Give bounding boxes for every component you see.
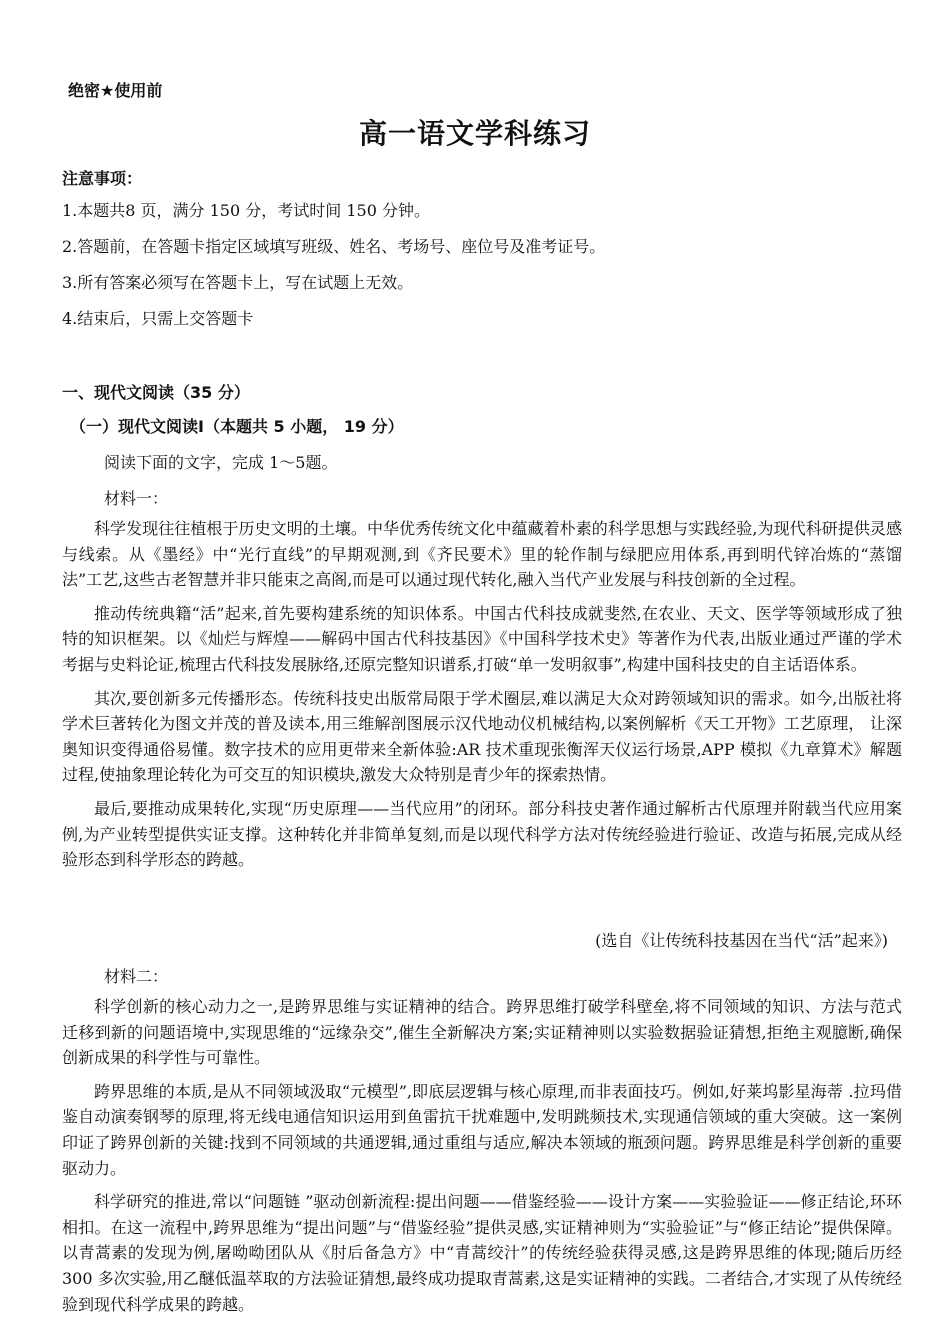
notice-list bbox=[62, 197, 902, 341]
page-title: 高一语文学科练习 bbox=[358, 117, 591, 150]
paragraph: 科学发现往往植根于历史文明的土壤。中华优秀传统文化中蕴藏着朴素的科学思想与实践经验,为现代科研提供灵感与线索。从《墨经》中“光行直线”的早期观测,到《齐民要术》里的轮作制与绿肥应用体系,再到明代锌冶炼的“蒸馏法”工艺,这些古老智慧并非只能束之高阁,而是可以通过现代转化,融入当代产业发展与科技创新的全过程。 bbox=[62, 519, 902, 590]
material-two-body bbox=[62, 994, 902, 1325]
paragraph: 最后,要推动成果转化,实现“历史原理——当代应用”的闭环。部分科技史著作通过解析古代原理并附载当代应用案例,为产业转型提供实证支撑。这种转化并非简单复刻,而是以现代科学方法对传统经验进行验证、改造与拓展,完成从经验形态到科学形态的跨越。 bbox=[62, 798, 902, 870]
material-one-label: 材料一： bbox=[104, 489, 169, 508]
paragraph: 推动传统典籍“活”起来,首先要构建系统的知识体系。中国古代科技成就斐然,在农业、天文、医学等领域形成了独特的知识框架。以《灿烂与辉煌——解码中国古代科技基因》《中国科学技术史》等著作为代表,出版业通过严谨的学术考据与史料论证,梳理古代科技发展脉络,还原完整知识谱系,打破“单一发明叙事”,构建中国科技史的自主话语体系。 bbox=[62, 603, 902, 674]
section-heading: 一、现代文阅读（35 分） bbox=[62, 383, 250, 402]
material-one-body bbox=[62, 516, 902, 881]
reading-instruction: 阅读下面的文字，完成 1～5题。 bbox=[104, 453, 338, 472]
material-one-source: (选自《让传统科技基因在当代“活”起来》) bbox=[595, 931, 888, 950]
notice-item: 3.所有答案必须写在答题卡上，写在试题上无效。 bbox=[62, 273, 414, 292]
notice-item: 1.本题共8 页，满分 150 分，考试时间 150 分钟。 bbox=[62, 201, 430, 220]
subsection-heading: （一）现代文阅读Ⅰ（本题共 5 小题， 19 分） bbox=[70, 417, 404, 436]
confidential-label: 绝密★使用前 bbox=[68, 81, 163, 100]
material-two-label: 材料二： bbox=[104, 967, 169, 986]
notice-heading: 注意事项： bbox=[62, 169, 143, 188]
notice-item: 2.答题前，在答题卡指定区域填写班级、姓名、考场号、座位号及准考证号。 bbox=[62, 237, 606, 256]
paragraph: 科学研究的推进,常以“问题链 ”驱动创新流程:提出问题——借鉴经验——设计方案——实验验证——修正结论,环环相扣。在这一流程中,跨界思维为“提出问题”与“借鉴经验”提供灵感,实证精神则为“实验验证”与“修正结论”提供保障。以青蒿素的发现为例,屠呦呦团队从《肘后备急方》中“青蒿绞汁”的传统经验获得灵感,这是跨界思维的体现;随后历经 300 多次实验,用乙醚低温萃取的方法验证猜想,最终成功提取青蒿素,这是实证精神的实践。二者结合,才实现了从传统经验到现代科学成果的跨越。 bbox=[62, 1192, 902, 1314]
paragraph: 跨界思维的本质,是从不同领域汲取“元模型”,即底层逻辑与核心原理,而非表面技巧。例如,好莱坞影星海蒂 .拉玛借鉴自动演奏钢琴的原理,将无线电通信知识运用到鱼雷抗干扰难题中,发明跳频技术,实现通信领域的重大突破。这一案例印证了跨界创新的关键:找到不同领域的共通逻辑,通过重组与适应,解决本领域的瓶颈问题。跨界思维是科学创新的重要驱动力。 bbox=[62, 1081, 902, 1178]
paragraph: 科学创新的核心动力之一,是跨界思维与实证精神的结合。跨界思维打破学科壁垒,将不同领域的知识、方法与范式迁移到新的问题语境中,实现思维的“远缘杂交”,催生全新解决方案;实证精神则以实验数据验证猜想,拒绝主观臆断,确保创新成果的科学性与可靠性。 bbox=[62, 997, 902, 1068]
paragraph: 其次,要创新多元传播形态。传统科技史出版常局限于学术圈层,难以满足大众对跨领域知识的需求。如今,出版社将学术巨著转化为图文并茂的普及读本,用三维解剖图展示汉代地动仪机械结构,以案例解析《天工开物》工艺原理， 让深奥知识变得通俗易懂。数字技术的应用更带来全新体验:AR 技术重现张衡浑天仪运行场景,APP 模拟《九章算术》解题过程,使抽象理论转化为可交互的知识模块,激发大众特别是青少年的探索热情。 bbox=[62, 688, 902, 785]
notice-item: 4.结束后，只需上交答题卡 bbox=[62, 309, 254, 328]
